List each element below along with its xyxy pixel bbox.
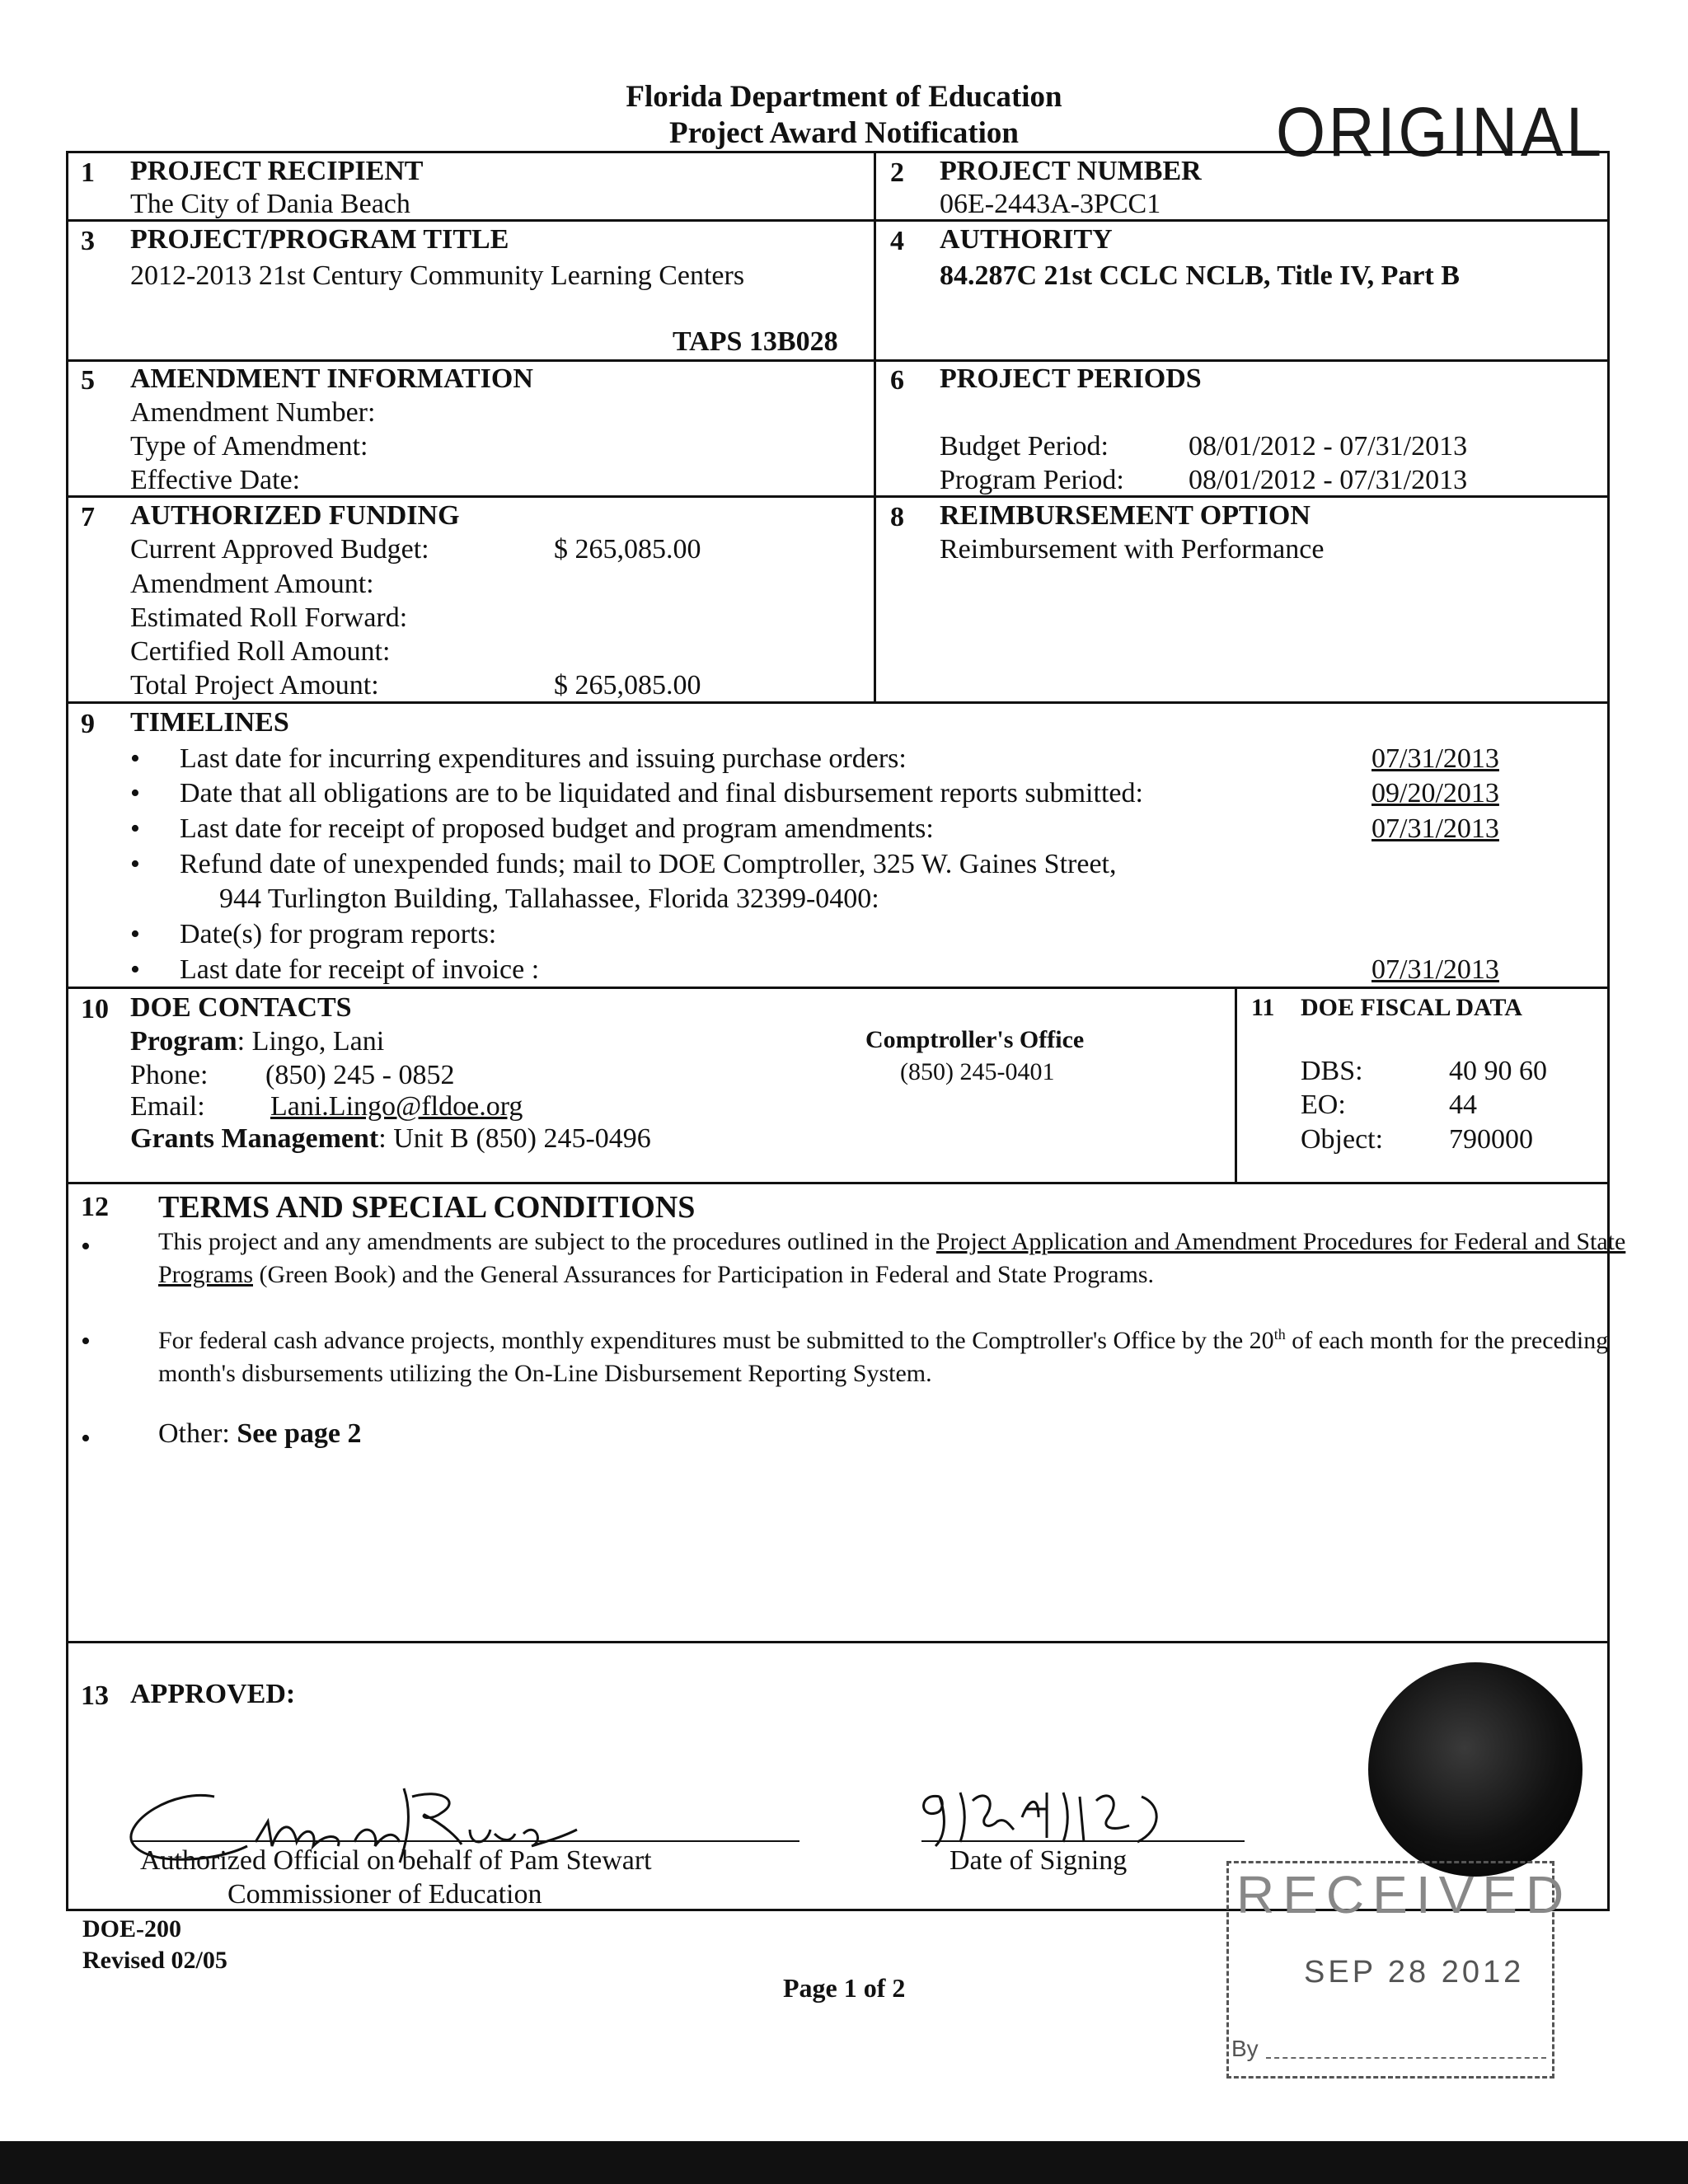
program-contact: : Lingo, Lani — [237, 1026, 385, 1057]
timeline-item: • Date(s) for program reports: — [180, 921, 496, 949]
rule — [66, 701, 1610, 704]
timeline-item-cont: 944 Turlington Building, Tallahassee, Florida 32399-0400: — [219, 883, 879, 914]
timeline-date: 07/31/2013 — [1372, 813, 1499, 844]
original-stamp: ORIGINAL — [1276, 93, 1605, 171]
section-9-number: 9 — [81, 709, 95, 739]
project-periods-title: PROJECT PERIODS — [940, 363, 1202, 394]
form-number: DOE-200 — [82, 1915, 181, 1943]
authority-title: AUTHORITY — [940, 224, 1113, 255]
section-1-number: 1 — [81, 157, 95, 188]
eo-value: 44 — [1449, 1090, 1477, 1120]
amendment-type-label: Type of Amendment: — [130, 431, 368, 462]
program-label: Program — [130, 1026, 237, 1057]
project-recipient-value: The City of Dania Beach — [130, 189, 410, 219]
comptroller-label: Comptroller's Office — [865, 1026, 1085, 1053]
approved-title: APPROVED: — [130, 1679, 296, 1709]
timeline-item: • Last date for receipt of proposed budget and program amendments: — [180, 815, 934, 843]
total-amount-value: $ 265,085.00 — [554, 670, 701, 701]
rule — [66, 359, 1610, 362]
total-amount-label: Total Project Amount: — [130, 670, 379, 701]
amendment-info-title: AMENDMENT INFORMATION — [130, 363, 533, 394]
timeline-item: • Date that all obligations are to be liquidated and final disbursement reports submitted: — [180, 780, 1143, 808]
terms-paragraph-1 — [158, 1226, 1658, 1291]
grants-label: Grants Management — [130, 1123, 379, 1154]
header-line1: Florida Department of Education — [626, 80, 1062, 114]
terms-paragraph-2 — [158, 1318, 1658, 1390]
budget-period-label: Budget Period: — [940, 431, 1109, 462]
date-line — [921, 1840, 1245, 1842]
bullet: • — [81, 1231, 91, 1262]
terms-title: TERMS AND SPECIAL CONDITIONS — [158, 1190, 696, 1225]
terms-text: For federal cash advance projects, monthly expenditures must be submitted to the Comptroller's Office by the 20 — [158, 1327, 1274, 1354]
fiscal-data-title: DOE FISCAL DATA — [1301, 994, 1522, 1021]
bullet: • — [81, 1326, 91, 1357]
timeline-item: • Refund date of unexpended funds; mail to DOE Comptroller, 325 W. Gaines Street, — [180, 851, 1116, 879]
effective-date-label: Effective Date: — [130, 465, 301, 495]
project-number-title: PROJECT NUMBER — [940, 156, 1202, 186]
comptroller-phone: (850) 245-0401 — [900, 1058, 1055, 1085]
authority-value: 84.287C 21st CCLC NCLB, Title IV, Part B — [940, 260, 1460, 291]
dbs-value: 40 90 60 — [1449, 1056, 1547, 1086]
scan-edge — [0, 2141, 1688, 2184]
rule — [874, 151, 876, 701]
section-4-number: 4 — [890, 226, 904, 256]
terms-text: (Green Book) and the General Assurances for Participation in Federal and State Programs. — [253, 1261, 1155, 1288]
received-stamp-title: RECEIVED — [1236, 1865, 1573, 1924]
doe-contacts-title: DOE CONTACTS — [130, 992, 352, 1023]
grants-value: : Unit B (850) 245-0496 — [378, 1123, 651, 1154]
header-line2: Project Award Notification — [668, 116, 1020, 150]
timeline-date: 07/31/2013 — [1372, 954, 1499, 985]
received-stamp-date: SEP 28 2012 — [1304, 1955, 1525, 1990]
object-label: Object: — [1301, 1124, 1384, 1155]
phone-label: Phone: — [130, 1060, 209, 1090]
project-number-value: 06E-2443A-3PCC1 — [940, 189, 1161, 219]
signature-line — [132, 1840, 799, 1842]
program-period-label: Program Period: — [940, 465, 1124, 495]
section-3-number: 3 — [81, 226, 95, 256]
timeline-date: 07/31/2013 — [1372, 743, 1499, 774]
date-signature — [915, 1780, 1212, 1854]
timelines-title: TIMELINES — [130, 707, 289, 738]
rule — [1235, 987, 1237, 1182]
taps-number: TAPS 13B028 — [673, 326, 838, 357]
terms-text: of each month for the preceding month's disbursements utilizing the On-Line Disbursement Reporting System. — [158, 1327, 1609, 1387]
reimbursement-value: Reimbursement with Performance — [940, 534, 1325, 565]
timeline-date: 09/20/2013 — [1372, 778, 1499, 808]
budget-period-value: 08/01/2012 - 07/31/2013 — [1189, 431, 1468, 462]
section-7-number: 7 — [81, 502, 95, 532]
current-budget-value: $ 265,085.00 — [554, 534, 701, 565]
section-2-number: 2 — [890, 157, 904, 188]
section-6-number: 6 — [890, 365, 904, 396]
rule — [66, 987, 1610, 989]
timeline-item: • Last date for incurring expenditures and issuing purchase orders: — [180, 745, 907, 773]
eo-label: EO: — [1301, 1090, 1346, 1120]
current-budget-label: Current Approved Budget: — [130, 534, 429, 565]
object-value: 790000 — [1449, 1124, 1533, 1155]
email-label: Email: — [130, 1091, 205, 1122]
form-revised: Revised 02/05 — [82, 1947, 227, 1974]
email-link[interactable]: Lani.Lingo@fldoe.org — [270, 1091, 523, 1122]
section-10-number: 10 — [81, 994, 109, 1024]
other-value: See page 2 — [237, 1418, 362, 1449]
bullet: • — [81, 1423, 91, 1454]
roll-forward-label: Estimated Roll Forward: — [130, 602, 408, 633]
rule — [66, 495, 1610, 498]
section-12-number: 12 — [81, 1192, 109, 1222]
amendment-amount-label: Amendment Amount: — [130, 569, 374, 599]
authorized-funding-title: AUTHORIZED FUNDING — [130, 500, 460, 531]
received-stamp-by: By — [1231, 2036, 1259, 2061]
dbs-label: DBS: — [1301, 1056, 1363, 1086]
project-recipient-title: PROJECT RECIPIENT — [130, 156, 424, 186]
program-title-value: 2012-2013 21st Century Community Learning Centers — [130, 260, 745, 291]
certified-roll-label: Certified Roll Amount: — [130, 636, 391, 667]
rule — [66, 1641, 1610, 1643]
program-period-value: 08/01/2012 - 07/31/2013 — [1189, 465, 1468, 495]
other-label: Other: — [158, 1418, 230, 1449]
official-line1: Authorized Official on behalf of Pam Stewart — [140, 1845, 652, 1876]
section-13-number: 13 — [81, 1680, 109, 1711]
section-5-number: 5 — [81, 365, 95, 396]
date-signing-label: Date of Signing — [950, 1845, 1128, 1876]
amendment-number-label: Amendment Number: — [130, 397, 376, 428]
green-book-link[interactable]: Project Application and Amendment Procedures for Federal and State Programs — [158, 1228, 1626, 1288]
rule — [66, 1182, 1610, 1184]
section-8-number: 8 — [890, 502, 904, 532]
superscript: th — [1273, 1326, 1286, 1343]
phone-value: (850) 245 - 0852 — [265, 1060, 455, 1090]
state-seal — [1368, 1662, 1582, 1877]
page-number: Page 1 of 2 — [783, 1973, 906, 2003]
official-line2: Commissioner of Education — [227, 1879, 542, 1910]
reimbursement-title: REIMBURSEMENT OPTION — [940, 500, 1311, 531]
rule — [66, 219, 1610, 222]
received-by-line — [1266, 2057, 1546, 2059]
section-11-number: 11 — [1251, 994, 1275, 1021]
timeline-item: • Last date for receipt of invoice : — [180, 956, 539, 984]
terms-text: This project and any amendments are subject to the procedures outlined in the — [158, 1228, 936, 1255]
program-title-title: PROJECT/PROGRAM TITLE — [130, 224, 509, 255]
